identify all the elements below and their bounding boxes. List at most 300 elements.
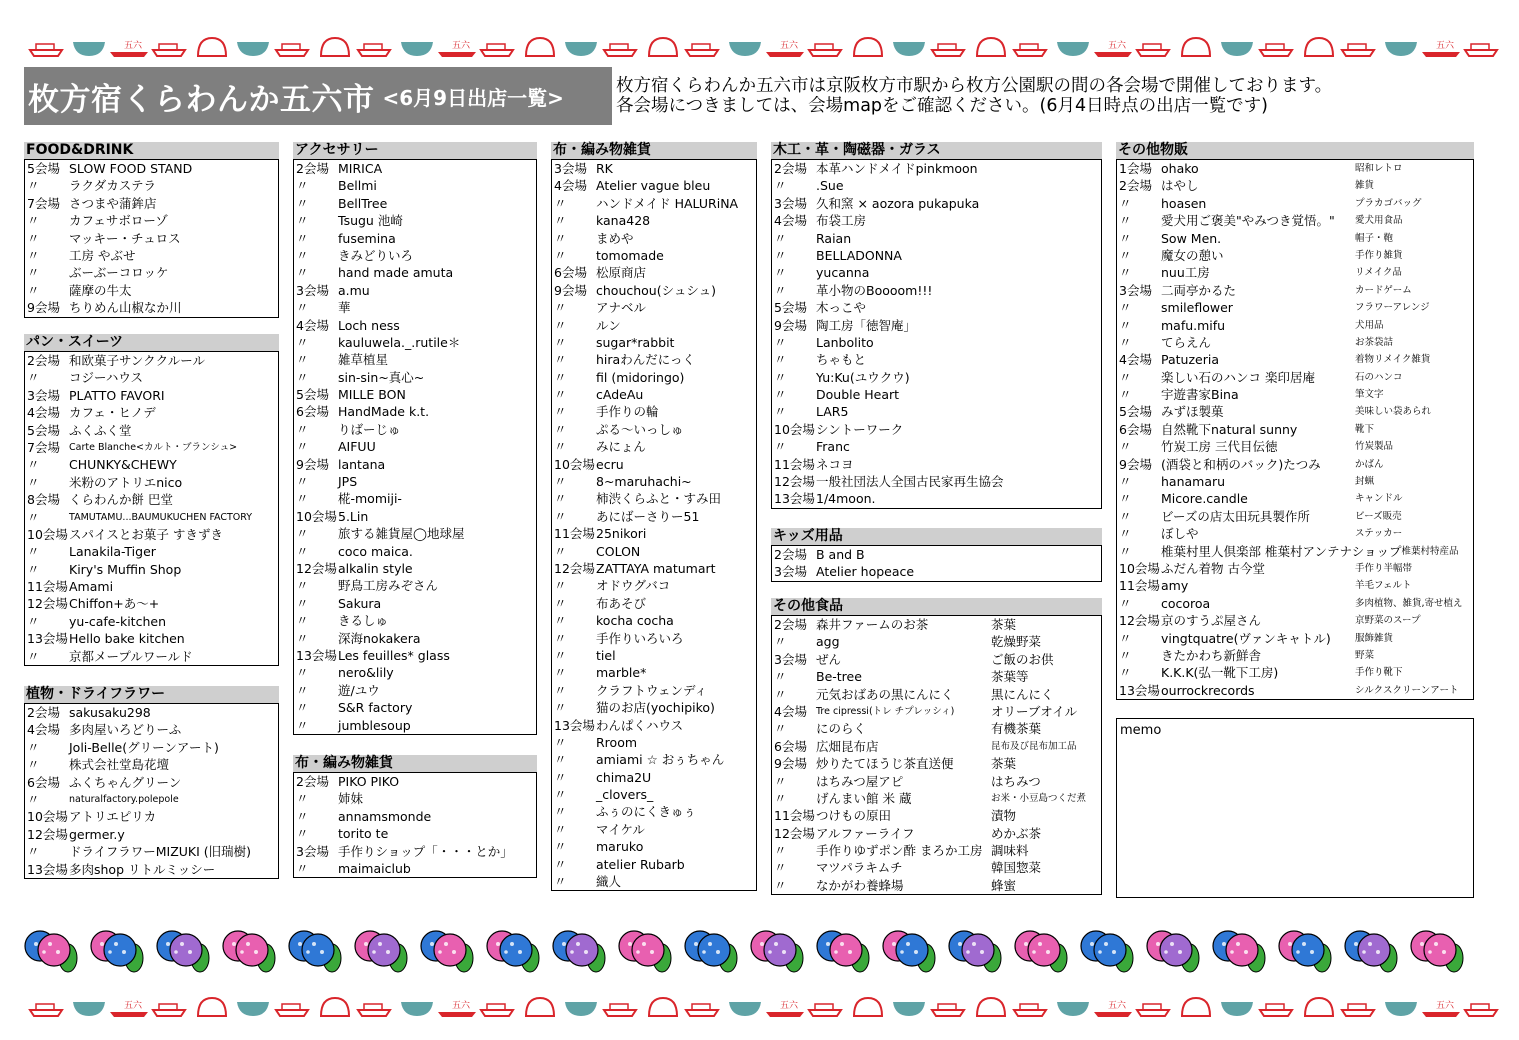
vendor-venue: 7会場 (27, 195, 60, 211)
memo-box[interactable] (1116, 718, 1474, 898)
boat-icon (1260, 44, 1292, 56)
section-title: アクセサリー (293, 142, 537, 159)
hydrangea-icon (152, 918, 212, 976)
vendor-row (1117, 212, 1473, 229)
vendor-venue: 〃 (296, 826, 309, 842)
boat-icon (1465, 44, 1497, 56)
vendor-name: 椎葉村里人倶楽部 椎葉村アンテナショップ (1161, 543, 1402, 559)
vendor-row (552, 334, 756, 351)
red-bowl-icon (198, 38, 226, 56)
vendor-venue: 4会場 (554, 178, 587, 194)
vendor-row (25, 177, 278, 194)
vendor-name: 楽しい石のハンコ 楽印居庵 (1161, 369, 1315, 385)
vendor-name: 布袋工房 (816, 213, 867, 229)
vendor-venue: 10会場 (774, 421, 815, 437)
vendor-row (294, 612, 536, 629)
vendor-venue: 〃 (1119, 630, 1132, 646)
vendor-name: 5.Lin (338, 508, 369, 524)
vendor-venue: 6会場 (1119, 421, 1152, 437)
vendor-venue: 〃 (554, 439, 567, 455)
section-fabric-knit-goods-2 (293, 755, 537, 878)
teal-bowl-icon (1221, 42, 1253, 56)
vendor-row (25, 721, 278, 738)
vendor-name: coco maica. (338, 543, 413, 559)
vendor-row (552, 230, 756, 247)
vendor-venue: 〃 (27, 739, 40, 755)
vendor-name: PLATTO FAVORI (69, 387, 165, 403)
vendor-row (25, 739, 278, 756)
vendor-category: 野菜 (1355, 649, 1375, 661)
vendor-venue: 12会場 (774, 474, 815, 490)
vendor-row (552, 873, 756, 890)
vendor-row (25, 543, 278, 560)
vendor-venue: 6会場 (554, 265, 587, 281)
vendor-row (1117, 438, 1473, 455)
vendor-row (25, 648, 278, 665)
vendor-row (25, 509, 278, 526)
vendor-row (552, 647, 756, 664)
vendor-row (294, 717, 536, 734)
hydrangea-icon (1142, 918, 1202, 976)
vendor-row (294, 299, 536, 316)
vendor-venue: 〃 (774, 369, 787, 385)
vendor-row (552, 525, 756, 542)
vendor-category: 有機茶葉 (991, 721, 1042, 737)
vendor-venue: 〃 (296, 791, 309, 807)
vendor-row (1117, 456, 1473, 473)
vendor-name: 木っこや (816, 300, 867, 316)
vendor-name: 手作りゆずポン酢 まろか工房 (816, 843, 983, 859)
vendor-venue: 13会場 (554, 717, 595, 733)
vendor-venue: 5会場 (774, 300, 807, 316)
vendor-venue: 12会場 (27, 596, 68, 612)
vendor-venue: 12会場 (27, 826, 68, 842)
vendor-name: hand made amuta (338, 265, 454, 281)
vendor-name: Rroom (596, 734, 638, 750)
vendor-venue: 〃 (554, 247, 567, 263)
vendor-venue: 7会場 (27, 439, 60, 455)
vendor-row (25, 422, 278, 439)
vendor-venue: 〃 (296, 491, 309, 507)
vendor-venue: 2会場 (1119, 178, 1152, 194)
vendor-name: 8~maruhachi~ (596, 474, 692, 490)
logo-text: 五六 (452, 1001, 471, 1011)
vendor-list (771, 615, 1102, 895)
vendor-list (1116, 159, 1474, 700)
section-fabric-knit-goods (551, 142, 757, 891)
vendor-name: 一般社団法人全国古民家再生協会 (816, 474, 1004, 490)
vendor-category: 封蝋 (1355, 476, 1375, 488)
vendor-name: vingtquatre(ヴァンキャトル) (1161, 630, 1331, 646)
vendor-row (772, 755, 1101, 772)
vendor-venue: 13会場 (774, 491, 815, 507)
section-title: FOOD&DRINK (24, 142, 279, 159)
vendor-name: Loch ness (338, 317, 400, 333)
vendor-name: ふぅのにくきゅぅ (596, 804, 697, 820)
vendor-row (772, 264, 1101, 281)
vendor-category: 多肉植物、雑貨,寄せ植え (1355, 597, 1463, 609)
vendor-row (1117, 230, 1473, 247)
vendor-row (772, 160, 1101, 177)
vendor-row (294, 334, 536, 351)
vendor-venue: 〃 (27, 213, 40, 229)
hydrangea-icon (548, 918, 608, 976)
vendor-row (294, 247, 536, 264)
vendor-venue: 〃 (27, 757, 40, 773)
vendor-category: 靴下 (1355, 423, 1375, 435)
section-plants-dried-flowers (24, 686, 279, 879)
vendor-name: 宇遊書家Bina (1161, 387, 1239, 403)
vendor-row (772, 386, 1101, 403)
vendor-venue: 〃 (296, 195, 309, 211)
vendor-name: はちみつ屋アピ (816, 773, 904, 789)
vendor-category: 服飾雑貨 (1355, 632, 1394, 644)
vendor-name: 薩摩の牛太 (69, 282, 132, 298)
vendor-name: コジーハウス (69, 370, 144, 386)
vendor-name: sin-sin~真心~ (338, 369, 425, 385)
vendor-venue: 5会場 (27, 422, 60, 438)
vendor-venue: 〃 (27, 561, 40, 577)
vendor-category: 犬用品 (1355, 319, 1384, 331)
vendor-venue: 9会場 (774, 317, 807, 333)
hydrangea-icon (1076, 918, 1136, 976)
vendor-venue: 〃 (1119, 317, 1132, 333)
vendor-row (25, 491, 278, 508)
boat-icon (276, 44, 308, 56)
boat-icon (604, 1004, 636, 1016)
vendor-row (552, 838, 756, 855)
vendor-name: yu-cafe-kitchen (69, 613, 166, 629)
boat-icon (358, 1004, 390, 1016)
logo-text: 五六 (1436, 1001, 1455, 1011)
vendor-name: RK (596, 161, 613, 176)
vendor-venue: 12会場 (554, 560, 595, 576)
vendor-row (294, 282, 536, 299)
vendor-row (25, 474, 278, 491)
vendor-venue: 11会場 (554, 526, 595, 542)
intro-text (616, 76, 1476, 116)
vendor-name: みずほ製菓 (1161, 404, 1224, 420)
section-wood-leather-ceramics-glass (771, 142, 1102, 509)
boat-icon (1137, 44, 1169, 56)
vendor-venue: 〃 (554, 595, 567, 611)
vendor-category: 手作り雑貨 (1355, 249, 1403, 261)
vendor-name: 織人 (596, 874, 622, 890)
vendor-name: きたかわち新鮮舎 (1161, 647, 1262, 663)
logo-text: 五六 (1108, 41, 1127, 51)
vendor-venue: 〃 (1119, 474, 1132, 490)
red-bowl-icon (649, 998, 677, 1016)
vendor-venue: 13会場 (296, 647, 337, 663)
vendor-row (552, 160, 756, 177)
vendor-name: B and B (816, 547, 865, 562)
vendor-venue: 4会場 (27, 405, 60, 421)
vendor-venue: 〃 (554, 508, 567, 524)
vendor-name: 姉妹 (338, 791, 364, 807)
vendor-row (25, 404, 278, 421)
vendor-name: Chiffon+あ〜+ (69, 596, 160, 612)
vendor-row (25, 808, 278, 825)
vendor-venue: 9会場 (296, 456, 329, 472)
vendor-name: ドライフラワーMIZUKI (旧瑞樹) (69, 844, 252, 860)
vendor-venue: 〃 (554, 334, 567, 350)
vendor-row (25, 826, 278, 843)
vendor-venue: 〃 (296, 613, 309, 629)
boat-icon (153, 1004, 185, 1016)
top-decoration-strip (0, 30, 1500, 60)
teal-bowl-icon (73, 1002, 105, 1016)
vendor-venue: 12会場 (1119, 613, 1160, 629)
vendor-venue: 〃 (296, 860, 309, 876)
vendor-name: AIFUU (338, 439, 376, 455)
section-title: パン・スイーツ (24, 334, 279, 351)
vendor-venue: 〃 (774, 686, 787, 702)
vendor-venue: 10会場 (27, 526, 68, 542)
vendor-venue: 〃 (27, 648, 40, 664)
vendor-row (552, 786, 756, 803)
vendor-venue: 〃 (1119, 647, 1132, 663)
vendor-name: Sakura (338, 595, 382, 611)
vendor-category: 竹炭製品 (1355, 441, 1394, 453)
vendor-row (552, 682, 756, 699)
vendor-row (772, 859, 1101, 876)
vendor-row (1117, 403, 1473, 420)
vendor-name: HandMade k.t. (338, 404, 430, 420)
vendor-venue: 〃 (1119, 369, 1132, 385)
boat-logo-icon (1422, 1000, 1460, 1017)
section-title: 布・編み物雑貨 (293, 755, 537, 772)
vendor-venue: 〃 (27, 474, 40, 490)
vendor-row (294, 682, 536, 699)
logo-text: 五六 (1436, 41, 1455, 51)
vendor-row (25, 195, 278, 212)
teal-bowl-icon (1221, 1002, 1253, 1016)
vendor-category: 手作り半幅帯 (1355, 562, 1413, 574)
vendor-venue: 〃 (1119, 491, 1132, 507)
vendor-category: 蜂蜜 (991, 877, 1017, 893)
vendor-name: アナベル (596, 300, 647, 316)
vendor-name: アトリエピリカ (69, 809, 157, 825)
vendor-name: さつまや蒲鉾店 (69, 195, 157, 211)
vendor-venue: 〃 (1119, 665, 1132, 681)
vendor-category: 手作り靴下 (1355, 667, 1403, 679)
hydrangea-icon (614, 918, 674, 976)
vendor-name: Tre cipressi(トレ チプレッシィ) (816, 705, 955, 717)
vendor-row (1117, 334, 1473, 351)
vendor-row (1117, 664, 1473, 681)
vendor-name: 魔女の憩い (1161, 247, 1224, 263)
vendor-row (772, 703, 1101, 720)
vendor-row (25, 861, 278, 878)
vendor-row (294, 525, 536, 542)
vendor-venue: 〃 (554, 647, 567, 663)
vendor-venue: 2会場 (296, 161, 329, 176)
vendor-category: 茶葉等 (991, 669, 1029, 685)
vendor-name: BELLADONNA (816, 247, 902, 263)
vendor-venue: 〃 (774, 721, 787, 737)
vendor-category: ビーズ販売 (1355, 510, 1402, 522)
vendor-venue: 〃 (774, 439, 787, 455)
vendor-row (25, 704, 278, 721)
vendor-category: カードゲーム (1355, 284, 1412, 296)
vendor-row (294, 595, 536, 612)
vendor-row (772, 403, 1101, 420)
vendor-venue: 〃 (554, 421, 567, 437)
vendor-venue: 9会場 (774, 756, 807, 772)
vendor-name: maruko (596, 839, 644, 855)
vendor-row (25, 439, 278, 456)
vendor-venue: 13会場 (27, 631, 68, 647)
vendor-category: 石のハンコ (1355, 371, 1403, 383)
vendor-venue: 4会場 (774, 703, 807, 719)
vendor-category: お茶袋詰 (1355, 336, 1394, 348)
vendor-name: smileflower (1161, 300, 1233, 316)
vendor-name: Joli-Belle(グリーンアート) (69, 739, 219, 755)
hydrangea-decoration-row (20, 918, 1490, 978)
vendor-venue: 〃 (554, 769, 567, 785)
vendor-venue: 3会場 (296, 282, 329, 298)
memo-label: memo (1120, 723, 1162, 738)
vendor-row (552, 595, 756, 612)
vendor-row (294, 773, 536, 790)
vendor-name: Bellmi (338, 178, 377, 194)
vendor-name: 旅する雑貨屋◯地球屋 (338, 526, 465, 542)
vendor-venue: 11会場 (774, 456, 815, 472)
vendor-name: 革小物のBoooom!!! (816, 282, 933, 298)
vendor-name: 手作りの輪 (596, 404, 659, 420)
vendor-row (294, 664, 536, 681)
vendor-category: 帽子・鞄 (1355, 232, 1394, 244)
vendor-venue: 〃 (1119, 300, 1132, 316)
vendor-row (772, 456, 1101, 473)
vendor-name: 陶工房「徳智庵」 (816, 317, 917, 333)
vendor-name: MIRICA (338, 161, 383, 176)
vendor-venue: 〃 (1119, 439, 1132, 455)
vendor-name: ぶーぶーコロッケ (69, 265, 169, 281)
vendor-row (294, 212, 536, 229)
vendor-venue: 〃 (554, 195, 567, 211)
vendor-venue: 〃 (296, 213, 309, 229)
vendor-name: ネコヨ (816, 456, 854, 472)
vendor-venue: 〃 (774, 860, 787, 876)
vendor-venue: 〃 (554, 613, 567, 629)
vendor-venue: 〃 (554, 700, 567, 716)
vendor-row (25, 456, 278, 473)
vendor-list (24, 159, 279, 318)
vendor-venue: 〃 (27, 178, 40, 194)
vendor-venue: 〃 (774, 877, 787, 893)
vendor-name: 工房 やぶせ (69, 247, 136, 263)
vendor-name: げんまい館 米 蔵 (816, 790, 912, 806)
vendor-row (1117, 560, 1473, 577)
vendor-name: 手作りショップ「・・・とか」 (338, 843, 513, 859)
boat-icon (809, 44, 841, 56)
vendor-name: ふだん着物 古今堂 (1161, 560, 1265, 576)
vendor-name: Tsugu 池崎 (338, 213, 403, 229)
vendor-row (772, 195, 1101, 212)
vendor-row (772, 773, 1101, 790)
vendor-row (1117, 160, 1473, 177)
vendor-name: Atelier vague bleu (596, 178, 711, 194)
vendor-venue: 〃 (554, 369, 567, 385)
vendor-name: てらえん (1161, 334, 1212, 350)
section-other-goods (1116, 142, 1474, 700)
teal-bowl-icon (565, 1002, 597, 1016)
vendor-row (25, 791, 278, 808)
vendor-name: オドウグバコ (596, 578, 671, 594)
vendor-name: 松原商店 (596, 265, 647, 281)
vendor-name: 多肉shop リトルミッシー (69, 861, 216, 877)
vendor-venue: 〃 (1119, 543, 1132, 559)
vendor-venue: 〃 (554, 491, 567, 507)
vendor-venue: 〃 (27, 844, 40, 860)
hydrangea-icon (86, 918, 146, 976)
vendor-row (25, 526, 278, 543)
hydrangea-icon (284, 918, 344, 976)
vendor-category: オリーブオイル (991, 703, 1078, 719)
vendor-venue: 〃 (1119, 265, 1132, 281)
vendor-venue: 〃 (554, 839, 567, 855)
vendor-name: ハンドメイド HALURiNA (596, 195, 739, 211)
red-bowl-icon (977, 38, 1005, 56)
vendor-row (552, 421, 756, 438)
boat-icon (809, 1004, 841, 1016)
vendor-name: なかがわ養蜂場 (816, 877, 904, 893)
vendor-venue: 〃 (774, 773, 787, 789)
vendor-row (294, 230, 536, 247)
vendor-venue: 〃 (774, 247, 787, 263)
vendor-venue: 3会場 (554, 161, 587, 176)
vendor-venue: 〃 (296, 682, 309, 698)
boat-logo-icon (1094, 40, 1132, 57)
vendor-row (772, 369, 1101, 386)
vendor-row (552, 264, 756, 281)
boat-icon (1342, 1004, 1374, 1016)
vendor-name: cAdeAu (596, 387, 644, 403)
vendor-name: cocoroa (1161, 595, 1211, 611)
vendor-name: nuu工房 (1161, 265, 1210, 281)
vendor-venue: 12会場 (296, 560, 337, 576)
vendor-category: リメイク品 (1355, 267, 1402, 279)
vendor-name: ふくふく堂 (69, 422, 132, 438)
vendor-name: Hello bake kitchen (69, 631, 185, 647)
vendor-row (1117, 386, 1473, 403)
red-bowl-icon (321, 998, 349, 1016)
vendor-row (1117, 282, 1473, 299)
vendor-venue: 〃 (296, 369, 309, 385)
vendor-venue: 〃 (1119, 213, 1132, 229)
vendor-row (294, 317, 536, 334)
vendor-venue: 〃 (554, 387, 567, 403)
vendor-name: ふくちゃんグリーン (69, 774, 182, 790)
vendor-venue: 〃 (296, 543, 309, 559)
vendor-row (1117, 508, 1473, 525)
vendor-row (772, 651, 1101, 668)
vendor-venue: 〃 (774, 669, 787, 685)
vendor-name: 米粉のアトリエnico (69, 474, 183, 490)
vendor-venue: 〃 (774, 352, 787, 368)
vendor-category: 調味料 (991, 843, 1029, 859)
vendor-name: あにばーさりー51 (596, 508, 700, 524)
vendor-name: hoasen (1161, 195, 1207, 211)
vendor-row (25, 264, 278, 281)
vendor-row (552, 386, 756, 403)
vendor-row (1117, 647, 1473, 664)
vendor-category: 昭和レトロ (1355, 163, 1403, 174)
vendor-venue: 4会場 (296, 317, 329, 333)
vendor-venue: 〃 (296, 352, 309, 368)
vendor-row (772, 317, 1101, 334)
